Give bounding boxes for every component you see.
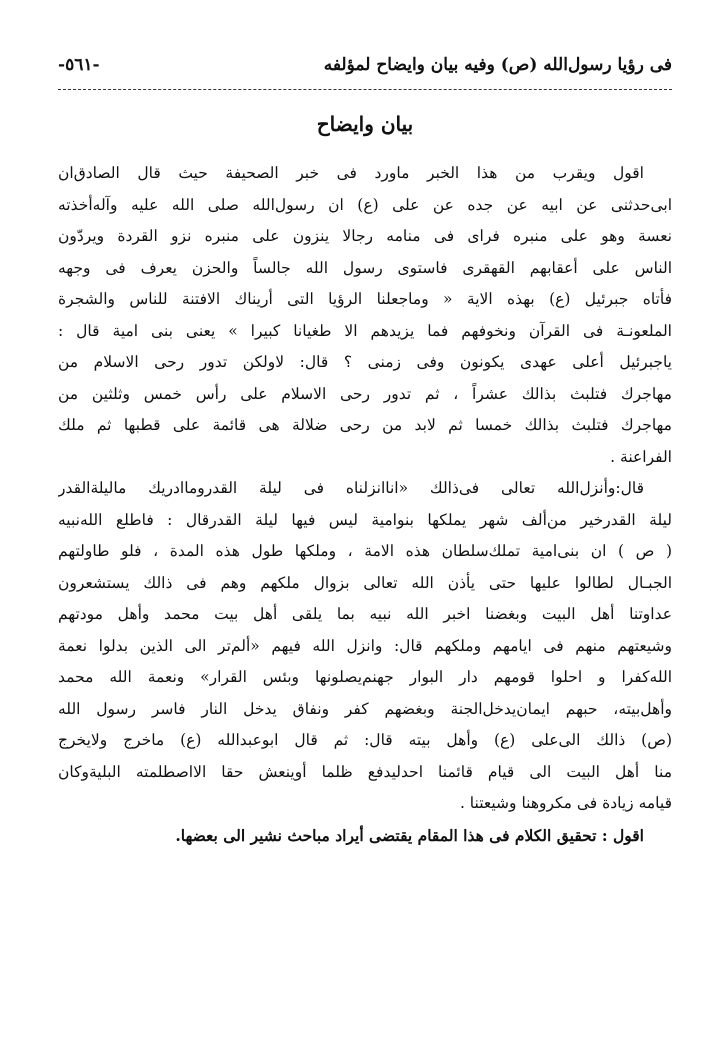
text-line: ( ص ) ان بنى‌امية تملك‌سلطان هذه الامة ، وملكها طول هذه المدة ، فلو طاولتهم [58, 542, 672, 560]
text-line: منا أهل البيت الى قيام قائمنا احدليدفع ظلما أوينعش حقا الااصطلمته البلية‌وكان [58, 762, 672, 781]
text-line: اقول ويقرب من هذا الخبر ماورد فى خبر الصحيفة حيث قال الصادق‌ان [58, 164, 644, 182]
document-page [58, 0, 672, 1040]
running-header-title: فى رؤيا رسول‌الله (ص) وفيه بيان وايضاح لمؤلفه [323, 55, 672, 75]
text-line: الملعونـة فى القرآن ونخوفهم فما يزيدهم الا طغيانا كبيرا » يعنى بنى امية قال : [58, 321, 672, 340]
text-line: مهاجرك فتلبث بذالك عشراً ، ثم تدور رحى الاسلام على رأس خمس وثلثين من [58, 384, 672, 403]
text-line: الله‌كفرا و احلوا قومهم دار البوار جهنم‌يصلونها وبئس القرار» ونعمة الله محمد [58, 668, 672, 686]
text-line: ياجبرئيل أعلى عهدى يكونون وفى زمنى ؟ قال: لاولكن تدور رحى الاسلام من [58, 353, 672, 371]
text-line: ليلة القدرخير من‌ألف شهر يملكها بنوامية ليس فيها ليلة القدرقال : فاطلع الله‌نبيه [58, 510, 672, 529]
text-line: الجبـال لطالوا عليها حتى يأذن الله تعالى بزوال ملكهم وهم فى ذالك يستشعرون [58, 573, 672, 592]
header-divider [58, 89, 672, 90]
text-line: قال:وأنزل‌الله تعالى فى‌ذالك «انا‌انزلناه فى ليلة القدروماادريك ماليلة‌القدر [58, 479, 644, 497]
text-line: عداوتنا أهل البيت وبغضنا اخبر الله نبيه بما يلقى أهل بيت محمد وأهل مودتهم [58, 605, 672, 623]
text-line: نعسة وهو على منبره فراى فى منامه رجالا ينزون على منبره نزو القردة ويردّون [58, 227, 672, 245]
body-text [58, 158, 672, 851]
text-line: ابى‌حدثنى عن ابيه عن جده عن على (ع) ان رسول‌الله صلى الله عليه وآله‌أخذته [58, 195, 672, 214]
page-number: -٥٦١- [58, 55, 100, 75]
text-line: وشيعتهم منهم فى ايامهم وملكهم قال: وانزل الله فيهم «ألم‌تر الى الذين بدلوا نعمة [58, 636, 672, 655]
text-line: الفراعنة . [610, 447, 672, 466]
text-line: الناس على أعقابهم القهقرى فاستوى رسول الله جالساً والحزن يعرف فى وجهه [58, 258, 672, 277]
text-line: مهاجرك فتلبث بذالك خمسا ثم لابد من رحى ضلالة هى قائمة على قطبها ثم ملك [58, 416, 672, 434]
page-header [58, 50, 672, 80]
section-title: بيان وايضاح [316, 112, 414, 136]
text-line: وأهل‌بيته، حبهم ايمان‌يدخل‌الجنة وبغضهم كفر ونفاق يدخل النار فاسر رسول الله [58, 699, 672, 718]
text-line: قيامه زيادة فى مكروهنا وشيعتنا . [459, 794, 672, 812]
text-line: فأتاه جبرئيل (ع) بهذه الاية « وماجعلنا الرؤيا التى أريناك الافتنة للناس والشجرة [58, 290, 672, 308]
text-line: اقول : تحقيق الكلام فى هذا المقام يقتضى أيراد مباحث نشير الى بعضها. [175, 825, 644, 845]
text-line: (ص) ذالك الى‌على (ع) وأهل بيته قال: ثم قال ابوعبدالله (ع) ماخرج ولايخرج [58, 731, 672, 749]
